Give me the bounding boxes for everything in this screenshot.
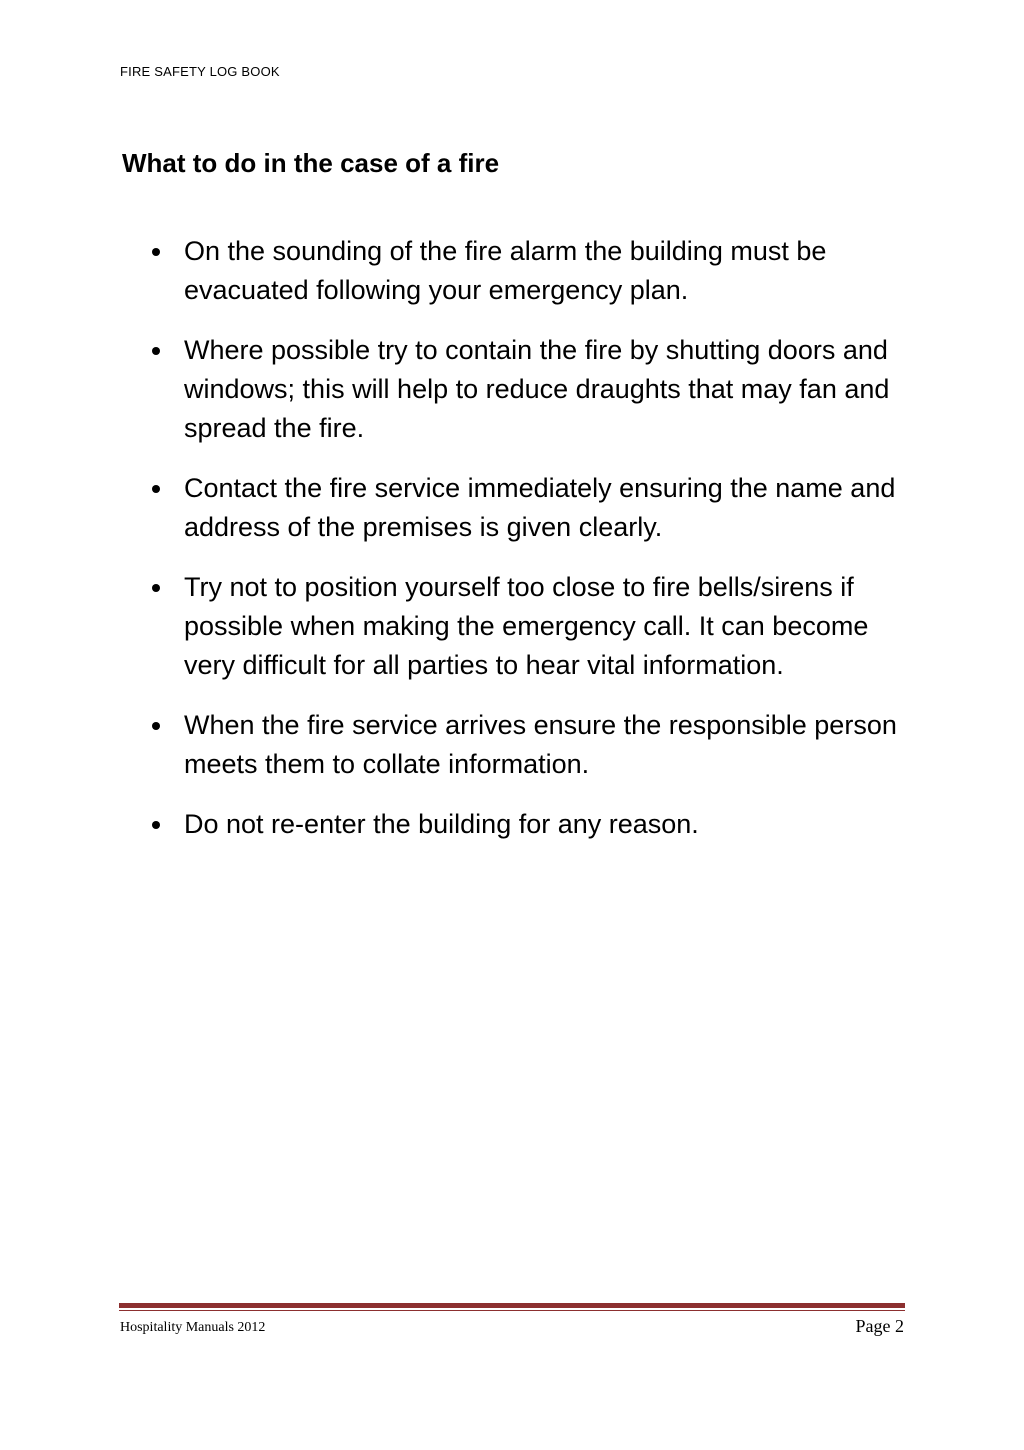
list-item <box>0 706 914 784</box>
footer-divider-thick <box>119 1303 905 1308</box>
bullet-icon <box>152 584 160 592</box>
page-number: Page 2 <box>855 1316 904 1336</box>
list-item <box>0 469 914 547</box>
section-heading: What to do in the case of a fire <box>122 148 500 178</box>
footer-publisher: Hospitality Manuals 2012 <box>120 1320 266 1335</box>
list-item <box>0 805 914 844</box>
list-item <box>0 331 914 448</box>
list-item <box>0 232 914 310</box>
bullet-list <box>0 232 914 865</box>
bullet-icon <box>152 821 160 829</box>
list-item <box>0 568 914 685</box>
list-item-text: Try not to position yourself too close to fire bells/sirens if possible when making the emergency call. It can become very difficult for all parties to hear vital information. <box>184 572 869 680</box>
list-item-text: Do not re-enter the building for any reason. <box>184 809 699 839</box>
list-item-text: Contact the fire service immediately ensuring the name and address of the premises is given clearly. <box>184 473 896 542</box>
running-header: FIRE SAFETY LOG BOOK <box>120 64 280 79</box>
bullet-icon <box>152 485 160 493</box>
bullet-icon <box>152 347 160 355</box>
bullet-icon <box>152 248 160 256</box>
list-item-text: When the fire service arrives ensure the responsible person meets them to collate information. <box>184 710 897 779</box>
footer-divider <box>119 1303 905 1311</box>
list-item-text: Where possible try to contain the fire by shutting doors and windows; this will help to reduce draughts that may fan and spread the fire. <box>184 335 890 443</box>
footer-divider-thin <box>119 1310 905 1311</box>
bullet-icon <box>152 722 160 730</box>
list-item-text: On the sounding of the fire alarm the building must be evacuated following your emergency plan. <box>184 236 827 305</box>
